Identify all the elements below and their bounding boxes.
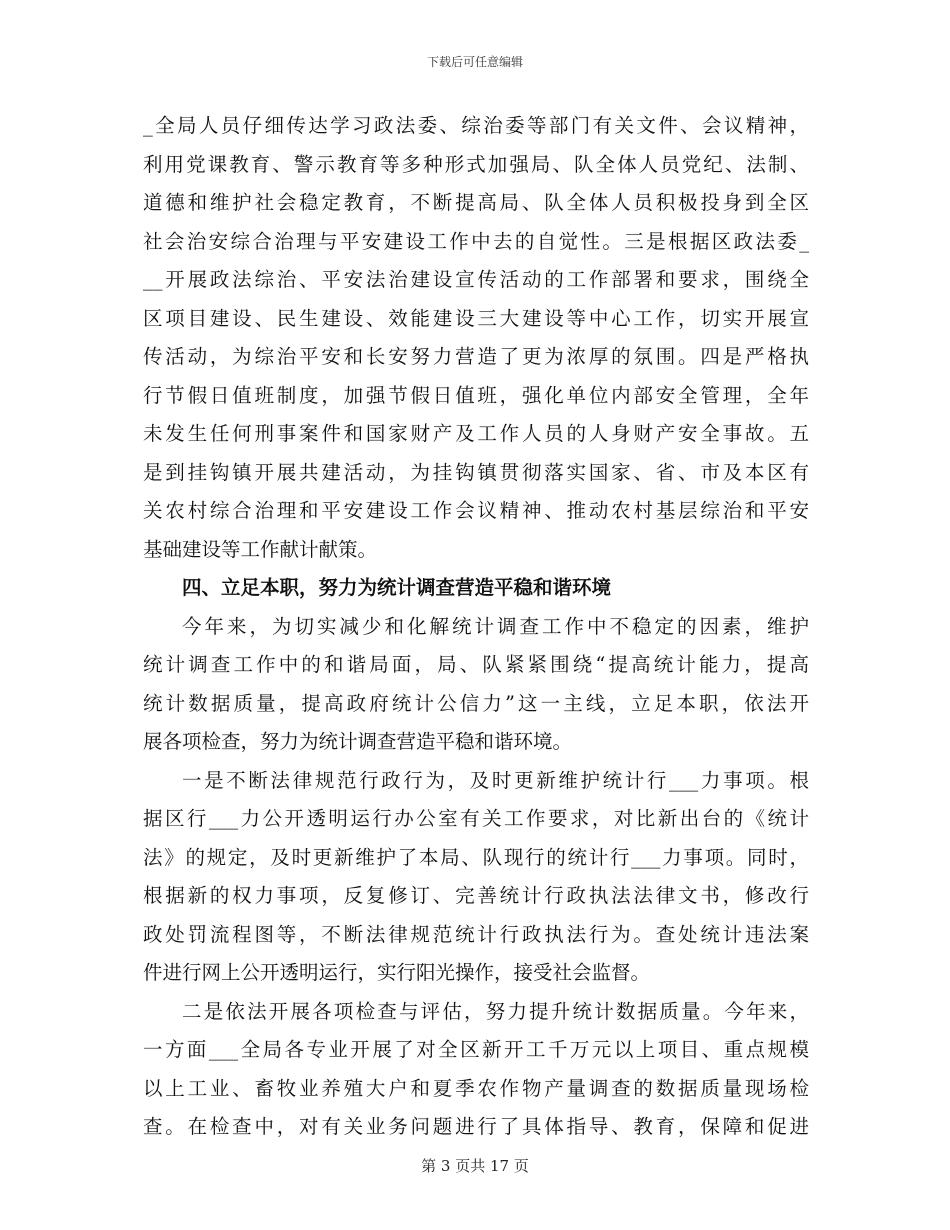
body-line: 行节假日值班制度，加强节假日值班，强化单位内部安全管理，全年 <box>143 383 809 407</box>
body-line: 法》的规定，及时更新维护了本局、队现行的统计行___力事项。同时， <box>143 845 809 869</box>
body-line: 一方面___全局各专业开展了对全区新开工千万元以上项目、重点规模 <box>143 1038 809 1061</box>
page-header: 下载后可任意编辑 <box>426 55 523 69</box>
body-line: _全局人员仔细传达学习政法委、综治委等部门有关文件、会议精神， <box>143 114 809 137</box>
body-line: 今年来，为切实减少和化解统计调查工作中不稳定的因素，维护 <box>182 614 809 638</box>
body-line: 一是不断法律规范行政行为，及时更新维护统计行___力事项。根 <box>182 768 809 792</box>
body-line: 关农村综合治理和平安建设工作会议精神、推动农村基层综治和平安 <box>143 499 809 522</box>
section-heading: 四、立足本职，努力为统计调查营造平稳和谐环境 <box>182 576 612 599</box>
body-line: 政处罚流程图等，不断法律规范统计行政执法行为。查处统计违法案 <box>143 922 809 946</box>
document-body <box>143 107 809 1147</box>
body-line: 根据新的权力事项，反复修订、完善统计行政执法法律文书，修改行 <box>143 884 809 907</box>
body-line: 据区行___力公开透明运行办公室有关工作要求，对比新出台的《统计 <box>143 807 809 830</box>
body-line: 区项目建设、民生建设、效能建设三大建设等中心工作，切实开展宣 <box>143 306 809 330</box>
body-line: 利用党课教育、警示教育等多种形式加强局、队全体人员党纪、法制、 <box>143 152 809 176</box>
body-line: 件进行网上公开透明运行，实行阳光操作，接受社会监督。 <box>143 961 651 984</box>
body-line: 查。在检查中，对有关业务问题进行了具体指导、教育，保障和促进 <box>143 1115 809 1138</box>
body-line: 统计调查工作中的和谐局面，局、队紧紧围绕“提高统计能力，提高 <box>143 653 809 676</box>
body-line: 社会治安综合治理与平安建设工作中去的自觉性。三是根据区政法委_ <box>143 229 809 253</box>
body-line: 统计数据质量，提高政府统计公信力”这一主线，立足本职，依法开 <box>143 691 809 715</box>
body-line: 展各项检查，努力为统计调查营造平稳和谐环境。 <box>143 730 573 753</box>
page-number: 第 3 页共 17 页 <box>421 1157 529 1175</box>
body-line: 是到挂钩镇开展共建活动，为挂钩镇贯彻落实国家、省、市及本区有 <box>143 460 809 484</box>
body-line: 基础建设等工作献计献策。 <box>143 537 378 561</box>
body-line: 未发生任何刑事案件和国家财产及工作人员的人身财产安全事故。五 <box>143 422 809 445</box>
body-line: 以上工业、畜牧业养殖大户和夏季农作物产量调查的数据质量现场检 <box>143 1076 809 1100</box>
body-line: 二是依法开展各项检查与评估，努力提升统计数据质量。今年来， <box>182 999 809 1023</box>
body-line: 传活动，为综治平安和长安努力营造了更为浓厚的氛围。四是严格执 <box>143 345 809 368</box>
body-line: 道德和维护社会稳定教育，不断提高局、队全体人员积极投身到全区 <box>143 191 809 214</box>
body-line: __开展政法综治、平安法治建设宣传活动的工作部署和要求，围绕全 <box>143 268 809 291</box>
